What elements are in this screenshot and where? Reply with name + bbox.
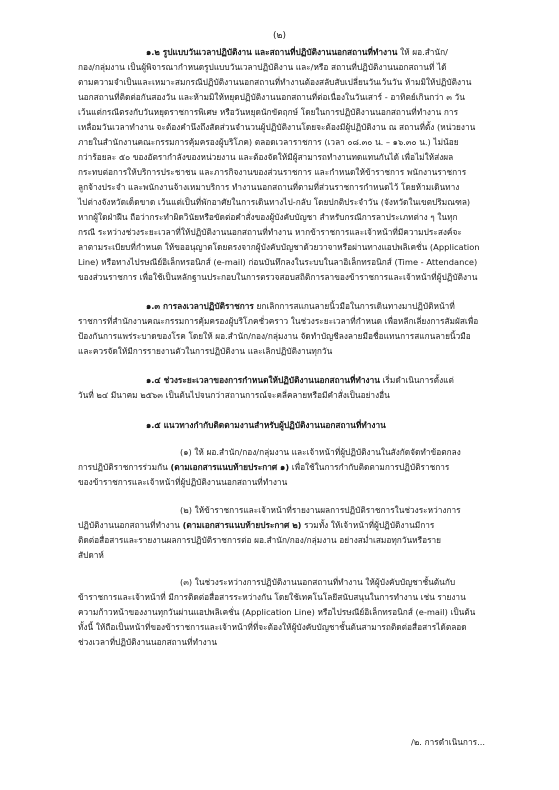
s15-p3-line-4: ทั้งนี้ ให้ถือเป็นหน้าที่ของข้าราชการและเจ้าหน้าที่ที่จะต้องให้ผู้บังคับบัญชาชั้นต้นสามารถติดต่อสื่อสารได้ตลอด [78, 622, 467, 632]
s15-p2-line-2 [78, 520, 434, 531]
s12-line-16: ของส่วนราชการ เพื่อใช้เป็นหลักฐานประกอบในการตรวจสอบสถิติการลาของข้าราชการและเจ้าหน้าที่ผู้ปฏิบัติงาน [78, 272, 478, 282]
s12-line-15: Line) หรือทางไปรษณีย์อิเล็กทรอนิกส์ (e-mail) ก่อนบันทึกลงในระบบในลาอิเล็กทรอนิกส์ (Time - Attendance) [78, 257, 478, 267]
s12-line-9: กระทบต่อการให้บริการประชาชน และภารกิจงานของส่วนราชการ และกำหนดให้ข้าราชการ พนักงานราชการ [78, 167, 467, 177]
s15-p1-line-3: ของข้าราชการและเจ้าหน้าที่ผู้ปฏิบัติงานนอกสถานที่ทำงาน [78, 477, 288, 487]
s15-p1-pre: การปฏิบัติราชการร่วมกัน [78, 462, 171, 472]
s15-p2-pre: ปฏิบัติงานนอกสถานที่ทำงาน [78, 520, 183, 530]
s12-line-6: เหลื่อมวันเวลาทำงาน จะต้องคำนึงถึงสัดส่วนจำนวนผู้ปฏิบัติงานโดยจะต้องมีผู้ปฏิบัติงาน ณ สถานที่ตั้ง (หน่วยงาน [78, 122, 476, 132]
s12-heading: ๑.๒ รูปแบบวันเวลาปฏิบัติงาน และสถานที่ปฏิบัติงานนอกสถานที่ทำงาน [146, 47, 398, 57]
s12-line-8: กว่าร้อยละ ๕๐ ของอัตรากำลังของหน่วยงาน และต้องจัดให้มีผู้สามารถทำงานทดแทนกันได้ เพื่อไม่ให้ส่งผล [78, 152, 454, 162]
s13-line-4: และควรจัดให้มีการรายงานตัวในการปฏิบัติงาน และเลิกปฏิบัติงานทุกวัน [78, 346, 333, 356]
s12-line-4: นอกสถานที่ติดต่อกันสองวัน และห้ามมิให้หยุดปฏิบัติงานนอกสถานที่ต่อเนื่องในวันเสาร์ - อาทิตย์เกินกว่า ๓ วัน [78, 92, 465, 102]
s14-heading: ๑.๔ ช่วงระยะเวลาของการกำหนดให้ปฏิบัติงานนอกสถานที่ทำงาน [146, 375, 380, 385]
s13-line-3: ป้องกันการแพร่ระบาดของโรค โดยให้ ผอ.สำนัก/กอง/กลุ่มงาน จัดทำบัญชีลงลายมือชื่อแทนการสแกนลายนิ้วมือ [78, 331, 471, 341]
s14-line-1 [146, 375, 454, 386]
s15-p1-line-2 [78, 462, 449, 473]
s15-heading: ๑.๕ แนวทางกำกับติดตามงานสำหรับผู้ปฏิบัติงานนอกสถานที่ทำงาน [146, 420, 386, 430]
s12-line-1-tail: ให้ ผอ.สำนัก/ [397, 47, 448, 57]
s14-line-2: วันที่ ๒๔ มีนาคม ๒๕๖๓ เป็นต้นไปจนกว่าสถานการณ์จะคลี่คลายหรือมีคำสั่งเป็นอย่างอื่น [78, 390, 390, 400]
s15-p3-line-3: ความก้าวหน้าของงานทุกวันผ่านแอปพลิเคชั่น (Application Line) หรือไปรษณีย์อิเล็กทรอนิกส์ (e-mail) เป็นต้น [78, 607, 476, 617]
s12-line-7: ภายในสำนักงานคณะกรรมการคุ้มครองผู้บริโภค) ตลอดเวลาราชการ (เวลา ๐๘.๓๐ น. – ๑๖.๓๐ น.) ไม่น้อย [78, 137, 459, 147]
s12-line-3: ตามความจำเป็นและเหมาะสมกรณีปฏิบัติงานนอกสถานที่ทำงานต้องสลับสับเปลี่ยนวันเว้นวัน ห้ามมิให้ปฏิบัติงาน [78, 77, 472, 87]
s14-line-1-tail: เริ่มดำเนินการตั้งแต่ [379, 375, 454, 385]
s15-p2-line-4: สัปดาห์ [78, 550, 104, 560]
s15-p2-line-3: ติดต่อสื่อสารและรายงานผลการปฏิบัติราชการต่อ ผอ.สำนัก/กอง/กลุ่มงาน อย่างสม่ำเสมอทุกวันหรือราย [78, 535, 442, 545]
s12-line-11: ไปต่างจังหวัดเด็ดขาด เว้นแต่เป็นที่พักอาศัยในการเดินทางไป-กลับ โดยปกติประจำวัน (จังหวัดในเขตปริมณฑล) [78, 197, 471, 207]
attachment-ref-1: (ตามเอกสารแนบท้ายประกาศ ๑) [170, 462, 290, 472]
s15-p3-line-1: (๓) ในช่วงระหว่างการปฏิบัติงานนอกสถานที่ทำงาน ให้ผู้บังคับบัญชาชั้นต้นกับ [180, 577, 456, 587]
s12-line-12: หากผู้ใดฝ่าฝืน ถือว่ากระทำผิดวินัยหรือขัดต่อคำสั่งของผู้บังคับบัญชา สำหรับกรณีการลาประเภทต่าง ๆ ในทุก [78, 212, 458, 222]
s15-p3-line-2: ข้าราชการและเจ้าหน้าที่ มีการติดต่อสื่อสารระหว่างกัน โดยใช้เทคโนโลยีสนับสนุนในการทำงาน เช่น รายงาน [78, 592, 466, 602]
s15-p1-post: เพื่อใช้ในการกำกับติดตามการปฏิบัติราชการ [289, 462, 450, 472]
s13-line-2: ราชการที่สำนักงานคณะกรรมการคุ้มครองผู้บริโภคชั่วคราว ในช่วงระยะเวลาที่กำหนด เพื่อหลีกเลี่ยงการสัมผัสเพื่อ [78, 316, 479, 326]
s13-heading: ๑.๓ การลงเวลาปฏิบัติราชการ [146, 301, 254, 311]
s12-line-14: ลาตามระเบียบที่กำหนด ให้ขออนุญาตโดยตรงจากผู้บังคับบัญชาด้วยวาจาหรือผ่านทางแอปพลิเคชั่น (Application [78, 242, 480, 252]
s12-line-13: กรณี ระหว่างช่วงระยะเวลาที่ให้ปฏิบัติงานนอกสถานที่ทำงาน หากข้าราชการและเจ้าหน้าที่มีความประสงค์จะ [78, 227, 462, 237]
s15-p2-post: รวมทั้ง ให้เจ้าหน้าที่ผู้ปฏิบัติงานมีการ [301, 520, 435, 530]
s12-line-1 [146, 47, 448, 58]
s12-line-10: ลูกจ้างประจำ และพนักงานจ้างเหมาบริการ ทำงานนอกสถานที่ตามที่ส่วนราชการกำหนดไว้ โดยห้ามเดินทาง [78, 182, 460, 192]
s15-p2-line-1: (๒) ให้ข้าราชการและเจ้าหน้าที่รายงานผลการปฏิบัติราชการในช่วงระหว่างการ [180, 505, 461, 515]
continuation-note: /๒. การดำเนินการ... [411, 737, 485, 747]
s13-line-1 [146, 301, 455, 312]
s15-p1-line-1: (๑) ให้ ผอ.สำนัก/กอง/กลุ่มงาน และเจ้าหน้าที่ผู้ปฏิบัติงานในสังกัดจัดทำข้อตกลง [180, 447, 461, 457]
s13-line-1-tail: ยกเลิกการสแกนลายนิ้วมือในการเดินทางมาปฏิบัติหน้าที่ [253, 301, 455, 311]
attachment-ref-2: (ตามเอกสารแนบท้ายประกาศ ๒) [182, 520, 302, 530]
s12-line-5: เว้นแต่กรณีตรงกับวันหยุดราชการพิเศษ หรือวันหยุดนักขัตฤกษ์ โดยในการปฏิบัติงานนอกสถานที่ทำงาน การ [78, 107, 459, 117]
page-number: (๒) [273, 31, 286, 41]
s15-p3-line-5: ช่วงเวลาที่ปฏิบัติงานนอกสถานที่ทำงาน [78, 637, 217, 647]
s12-line-2: กอง/กลุ่มงาน เป็นผู้พิจารณากำหนดรูปแบบวันเวลาปฏิบัติงาน และ/หรือ สถานที่ปฏิบัติงานนอกสถานที่ ได้ [78, 62, 447, 72]
